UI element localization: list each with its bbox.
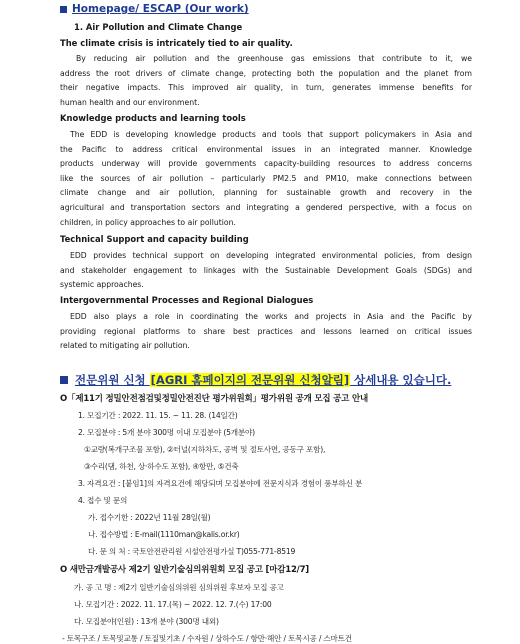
expert-application-header	[60, 372, 451, 388]
para4-line: related to mitigating air pollution.	[60, 341, 190, 351]
para1-line: address the root drivers of climate change, protecting both the population and the planet from	[60, 68, 472, 78]
para2-line: climate change and air pollution, planning for sustainable growth and recovery in the	[60, 188, 472, 198]
section-title: 1. Air Pollution and Climate Change	[74, 22, 243, 32]
notice1-line: 4. 접수 및 문의	[78, 496, 128, 505]
notice1-line: ①교량(복개구조물 포함), ②터널(지하차도, 공벽 및 절토사면, 공동구 포함),	[84, 445, 326, 454]
para1-line: their negative impacts. This improved air quality, in turn, generates immense benefits for	[60, 83, 472, 93]
para2-line: children, in policy approaches to air pollution.	[60, 217, 236, 227]
expert-application-text	[75, 372, 451, 388]
square-bullet-icon	[60, 376, 68, 384]
para2-line: the Pacific to address critical environmental issues in an integrated manner. Knowledge	[60, 144, 472, 154]
notice2-line: 나. 모집기간 : 2022. 11. 17.(목) ~ 2022. 12. 7.(수) 17:00	[74, 600, 272, 609]
para2-line: products underway will provide governments capacity-building resources to address concerns	[60, 159, 472, 169]
heading-knowledge-products: Knowledge products and learning tools	[60, 113, 246, 123]
notice1-line: ③수리(댐, 하천, 상·하수도 포함), ④항만, ⑤건축	[84, 462, 239, 471]
para4-line: EDD also plays a role in coordinating the works and projects in Asia and the Pacific by	[70, 312, 472, 321]
para3-line: EDD provides technical support on developing integrated environmental policies, from design	[70, 251, 472, 260]
notice1-line: 다. 문 의 처 : 국토안전관리원 시설안전평가실 T)055-771-8519	[88, 547, 296, 556]
para3-line: and stakeholder engagement to linkages with the Sustainable Development Goals (SDGs) and	[60, 265, 472, 275]
para4-line: providing regional platforms to share best practices and lessons learned on critical issues	[60, 326, 472, 336]
notice1-line: 2. 모집분야 : 5개 분야 300명 이내 모집분야 (5개분야)	[78, 428, 255, 437]
notice2-line: - 토목구조 / 토목및교통 / 토질및기초 / 수자원 / 상하수도 / 항만·해안 / 토목시공 / 스마트건	[62, 634, 352, 643]
paragraph-4	[60, 310, 472, 354]
kr-header-pre: 전문위원 신청	[75, 373, 150, 387]
notice2-line: 가. 공 고 명 : 제2기 일반기술심의위원 심의위원 후보자 모집 공고	[74, 583, 284, 592]
para3-line: systemic approaches.	[60, 280, 144, 290]
notice1-line: 나. 접수방법 : E-mail(1110man@kalis.or.kr)	[88, 530, 240, 539]
homepage-header	[60, 3, 249, 15]
notice2-title: O 새만금개발공사 제2기 일반기술심의위원회 모집 공고 [마감12/7]	[60, 565, 309, 575]
para2-line: The EDD is developing knowledge products and tools that support policymakers in Asia and	[70, 130, 472, 139]
para2-line: like the sources of air pollution – particularly PM2.5 and PM10, make connections between	[60, 173, 472, 183]
heading-intergovernmental: Intergovernmental Processes and Regional Dialogues	[60, 295, 314, 305]
notice2-line: 다. 모집분야(인원) : 13개 분야 (300명 내외)	[74, 617, 219, 626]
para2-line: agricultural and transportation sectors and integrating a gendered perspective, with a focus on	[60, 202, 472, 212]
paragraph-1	[60, 52, 472, 110]
notice1-line: 1. 모집기간 : 2022. 11. 15. ~ 11. 28. (14일간)	[78, 411, 238, 420]
intro-bold: The climate crisis is intricately tied to air quality.	[60, 38, 293, 48]
heading-technical-support: Technical Support and capacity building	[60, 234, 249, 244]
homepage-header-text: Homepage/ ESCAP (Our work)	[72, 3, 249, 15]
paragraph-3	[60, 249, 472, 293]
para1-line: By reducing air pollution and the greenhouse gas emissions that contribute to it, we	[76, 54, 472, 63]
agri-homepage-highlight: [AGRI 홈페이지의 전문위원 신청알림]	[150, 373, 350, 387]
paragraph-2	[60, 128, 472, 230]
para1-line: human health and our environment.	[60, 97, 200, 107]
notice1-line: 3. 자격요건 : [붙임1]의 자격요건에 해당되며 모집분야에 전문지식과 경험이 풍부하신 분	[78, 479, 363, 488]
kr-header-post: 상세내용 있습니다.	[350, 373, 452, 387]
notice1-title: O「제11기 정밀안전점검및정밀안전진단 평가위원회」평가위원 공개 모집 공고 안내	[60, 394, 368, 404]
square-bullet-icon	[60, 6, 67, 13]
notice1-line: 가. 접수기한 : 2022년 11월 28일(월)	[88, 513, 211, 522]
